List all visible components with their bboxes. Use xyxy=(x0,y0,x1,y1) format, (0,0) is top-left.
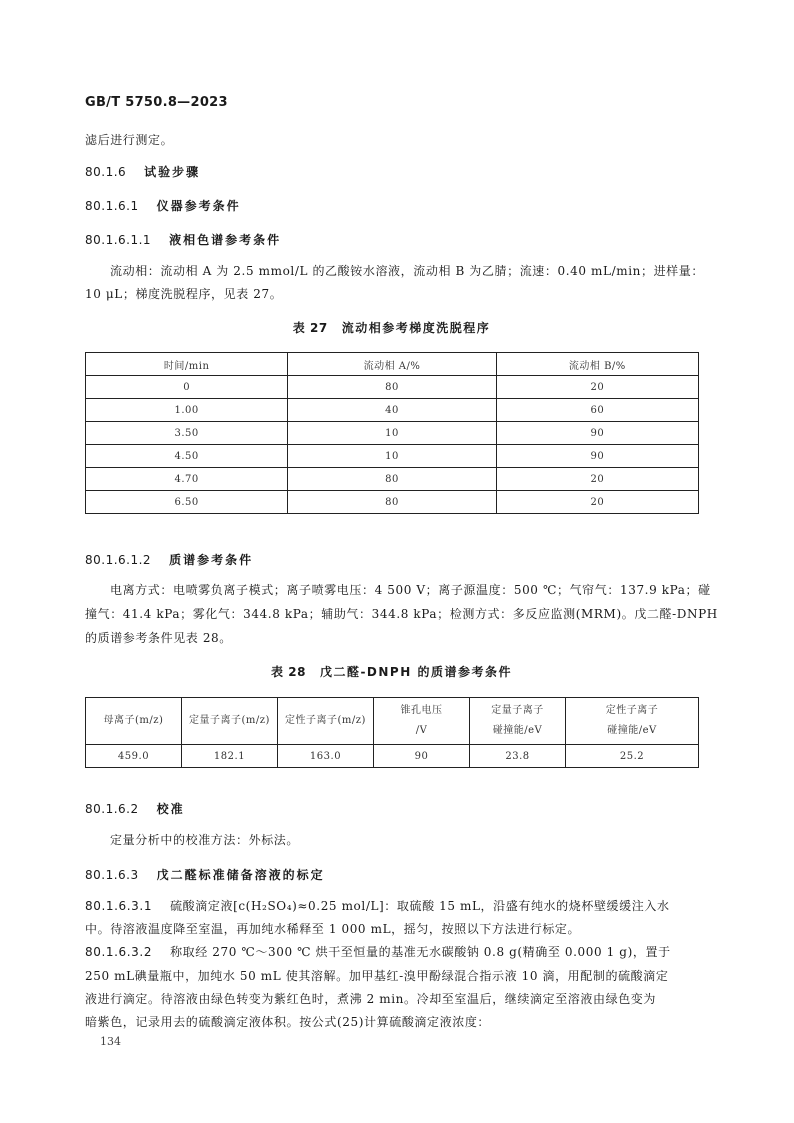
table-row xyxy=(86,491,699,514)
table-title: 流动相参考梯度洗脱程序 xyxy=(341,321,491,335)
cell-phase-a: 80 xyxy=(288,376,496,399)
cell-phase-b: 20 xyxy=(496,376,698,399)
table27-caption xyxy=(85,319,698,336)
header-qual-product-ion: 定性子离子(m/z) xyxy=(278,698,374,745)
gradient-table xyxy=(85,352,699,514)
cell-time: 4.70 xyxy=(86,468,288,491)
section-title: 校准 xyxy=(156,802,185,816)
header-qual-collision-energy xyxy=(566,698,699,745)
table-header-row xyxy=(86,698,699,745)
header-quant-collision-energy xyxy=(470,698,566,745)
section-number: 80.1.6 xyxy=(85,165,127,179)
ms-conditions-table xyxy=(85,697,699,768)
header-line: 碰撞能/eV xyxy=(492,725,543,736)
cell-time: 4.50 xyxy=(86,445,288,468)
cell-time: 3.50 xyxy=(86,422,288,445)
ms-conditions-line1: 电离方式：电喷雾负离子模式；离子喷雾电压：4 500 V；离子源温度：500 ℃；气帘气：137.9 kPa；碰 xyxy=(110,583,711,597)
cell-cone-voltage: 90 xyxy=(374,745,470,768)
table-title: 戊二醛-DNPH 的质谱参考条件 xyxy=(319,665,512,679)
table-number: 表 27 xyxy=(292,321,328,335)
cell-qual-product-ion: 163.0 xyxy=(278,745,374,768)
section-80-1-6-heading xyxy=(85,163,200,180)
header-line: /V xyxy=(415,725,428,736)
section-number: 80.1.6.3 xyxy=(85,868,139,882)
header-cone-voltage xyxy=(374,698,470,745)
table-header-row xyxy=(86,353,699,376)
cell-time: 0 xyxy=(86,376,288,399)
cell-phase-b: 20 xyxy=(496,491,698,514)
cell-phase-a: 40 xyxy=(288,399,496,422)
cell-time: 6.50 xyxy=(86,491,288,514)
table-row xyxy=(86,376,699,399)
table-row xyxy=(86,399,699,422)
section-80-1-6-1-1-heading xyxy=(85,231,281,248)
section-title: 戊二醛标准储备溶液的标定 xyxy=(156,868,325,882)
para-80-1-6-3-2-line3: 液进行滴定。待溶液由绿色转变为紫红色时，煮沸 2 min。冷却至室温后，继续滴定至溶液由绿色变为 xyxy=(85,992,657,1006)
para-80-1-6-3-1-line2: 中。待溶液温度降至室温，再加纯水稀释至 1 000 mL，摇匀，按照以下方法进行标定。 xyxy=(85,922,581,936)
table-number: 表 28 xyxy=(271,665,306,679)
section-title: 试验步骤 xyxy=(144,165,201,179)
header-line: 定量子离子 xyxy=(491,705,544,716)
header-line: 碰撞能/eV xyxy=(607,725,657,736)
table-row xyxy=(86,745,699,768)
para-80-1-6-3-1-line1 xyxy=(85,896,700,916)
page-number: 134 xyxy=(100,1035,121,1048)
section-80-1-6-3-heading xyxy=(85,866,325,883)
cell-phase-b: 60 xyxy=(496,399,698,422)
section-number: 80.1.6.2 xyxy=(85,802,139,816)
table-row xyxy=(86,468,699,491)
header-time: 时间/min xyxy=(86,353,288,376)
para-80-1-6-3-2-line4: 暗紫色，记录用去的硫酸滴定液体积。按公式(25)计算硫酸滴定液浓度： xyxy=(85,1015,491,1029)
section-number: 80.1.6.1 xyxy=(85,199,139,213)
clause-number: 80.1.6.3.1 xyxy=(85,899,153,913)
cell-phase-a: 10 xyxy=(288,422,496,445)
section-80-1-6-2-heading xyxy=(85,800,185,817)
para-80-1-6-3-2-line2: 250 mL碘量瓶中，加纯水 50 mL 使其溶解。加甲基红-溴甲酚绿混合指示液 10 滴，用配制的硫酸滴定 xyxy=(85,969,669,983)
section-title: 仪器参考条件 xyxy=(156,199,241,213)
cell-quant-collision-energy: 23.8 xyxy=(470,745,566,768)
section-title: 液相色谱参考条件 xyxy=(169,233,282,247)
cell-quant-product-ion: 182.1 xyxy=(182,745,278,768)
header-phase-b: 流动相 B/% xyxy=(496,353,698,376)
header-precursor-ion: 母离子(m/z) xyxy=(86,698,182,745)
cell-phase-b: 90 xyxy=(496,422,698,445)
lc-conditions-line1: 流动相：流动相 A 为 2.5 mmol/L 的乙酸铵水溶液，流动相 B 为乙腈；流速：0.40 mL/min；进样量： xyxy=(110,264,704,278)
table28-caption xyxy=(85,663,698,680)
cell-phase-a: 80 xyxy=(288,491,496,514)
ms-conditions-line3: 的质谱参考条件见表 28。 xyxy=(85,631,232,645)
header-phase-a: 流动相 A/% xyxy=(288,353,496,376)
header-line: 定性子离子 xyxy=(605,705,659,716)
cell-time: 1.00 xyxy=(86,399,288,422)
cell-phase-b: 20 xyxy=(496,468,698,491)
para-80-1-6-3-2-line1 xyxy=(85,942,700,962)
header-quant-product-ion: 定量子离子(m/z) xyxy=(182,698,278,745)
lc-conditions-line2: 10 μL；梯度洗脱程序，见表 27。 xyxy=(85,287,283,301)
calibration-text: 定量分析中的校准方法：外标法。 xyxy=(110,833,300,847)
section-number: 80.1.6.1.2 xyxy=(85,553,152,567)
intro-text: 滤后进行测定。 xyxy=(85,133,174,147)
clause-number: 80.1.6.3.2 xyxy=(85,945,153,959)
clause-text: 称取经 270 ℃～300 ℃ 烘干至恒量的基准无水碳酸钠 0.8 g(精确至 0.000 1 g)，置于 xyxy=(170,945,671,959)
section-80-1-6-1-2-heading xyxy=(85,551,253,568)
standard-code: GB/T 5750.8—2023 xyxy=(85,95,228,110)
header-line: 锥孔电压 xyxy=(400,705,443,716)
table-row xyxy=(86,445,699,468)
cell-phase-b: 90 xyxy=(496,445,698,468)
cell-phase-a: 80 xyxy=(288,468,496,491)
table-row xyxy=(86,422,699,445)
cell-qual-collision-energy: 25.2 xyxy=(566,745,699,768)
section-number: 80.1.6.1.1 xyxy=(85,233,152,247)
section-title: 质谱参考条件 xyxy=(169,553,254,567)
clause-text: 硫酸滴定液[c(H₂SO₄)≈0.25 mol/L]：取硫酸 15 mL，沿盛有纯水的烧杯壁缓缓注入水 xyxy=(170,899,670,913)
cell-phase-a: 10 xyxy=(288,445,496,468)
section-80-1-6-1-heading xyxy=(85,197,241,214)
ms-conditions-line2: 撞气：41.4 kPa；雾化气：344.8 kPa；辅助气：344.8 kPa；检测方式：多反应监测(MRM)。戊二醛-DNPH xyxy=(85,607,718,621)
cell-precursor-ion: 459.0 xyxy=(86,745,182,768)
